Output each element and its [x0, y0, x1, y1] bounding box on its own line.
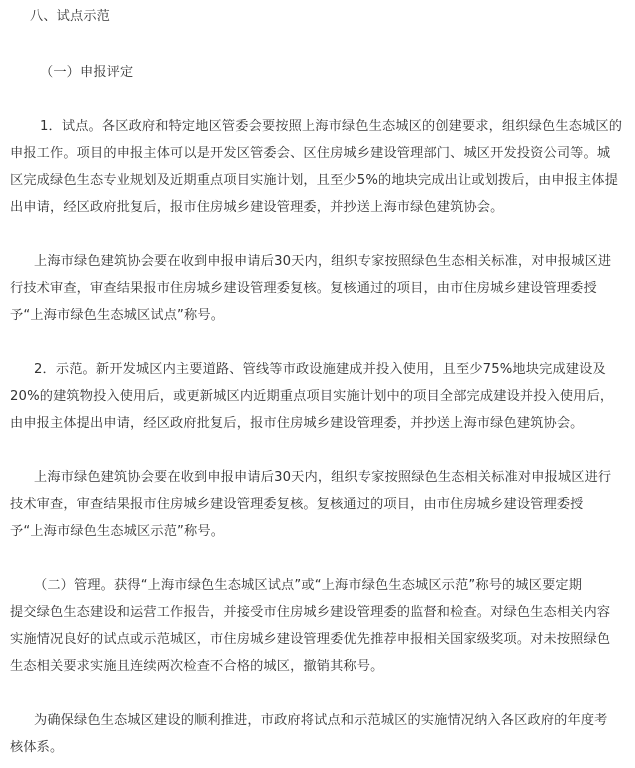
paragraph-line: 予“上海市绿色生态城区示范”称号。: [10, 524, 225, 539]
paragraph-line: 出申请，经区政府批复后，报市住房城乡建设管理委，并抄送上海市绿色建筑协会。: [10, 200, 504, 215]
paragraph-line: 核体系。: [10, 740, 64, 755]
paragraph-line: 上海市绿色建筑协会要在收到申报申请后30天内，组织专家按照绿色生态相关标准对申报城区进行: [34, 470, 612, 485]
paragraph-line: 上海市绿色建筑协会要在收到申报申请后30天内，组织专家按照绿色生态相关标准，对申报城区进: [34, 254, 612, 269]
paragraph-line: 行技术审查，审查结果报市住房城乡建设管理委复核。复核通过的项目，由市住房城乡建设管理委授: [10, 281, 597, 296]
paragraph-line: 予“上海市绿色生态城区试点”称号。: [10, 308, 225, 323]
paragraph-line: 1．试点。各区政府和特定地区管委会要按照上海市绿色生态城区的创建要求，组织绿色生态城区的: [40, 119, 623, 134]
paragraph-line: 申报工作。项目的申报主体可以是开发区管委会、区住房城乡建设管理部门、城区开发投资公司等。城: [10, 146, 611, 161]
paragraph-line: 为确保绿色生态城区建设的顺利推进，市政府将试点和示范城区的实施情况纳入各区政府的年度考: [34, 713, 608, 728]
paragraph-line: 2．示范。新开发城区内主要道路、管线等市政设施建成并投入使用，且至少75%地块完成建设及: [34, 362, 606, 377]
subsection-heading-application: （一）申报评定: [40, 65, 134, 80]
section-title: 八、试点示范: [30, 9, 111, 24]
paragraph-line: 技术审查，审查结果报市住房城乡建设管理委复核。复核通过的项目，由市住房城乡建设管理委授: [10, 497, 584, 512]
paragraph-line: 由申报主体提出申请，经区政府批复后，报市住房城乡建设管理委，并抄送上海市绿色建筑协会。: [10, 416, 584, 431]
paragraph-line: 20%的建筑物投入使用后，或更新城区内近期重点项目实施计划中的项目全部完成建设并投入使用后，: [10, 389, 614, 404]
paragraph-line: 区完成绿色生态专业规划及近期重点项目实施计划，且至少5%的地块完成出让或划拨后，由申报主体提: [10, 173, 619, 188]
paragraph-line: 生态相关要求实施且连续两次检查不合格的城区，撤销其称号。: [10, 659, 384, 674]
paragraph-line: 提交绿色生态建设和运营工作报告，并接受市住房城乡建设管理委的监督和检查。对绿色生态相关内容: [10, 605, 611, 620]
paragraph-line: 实施情况良好的试点或示范城区，市住房城乡建设管理委优先推荐申报相关国家级奖项。对未按照绿色: [10, 632, 611, 647]
paragraph-line: （二）管理。获得“上海市绿色生态城区试点”或“上海市绿色生态城区示范”称号的城区要定期: [34, 578, 583, 593]
